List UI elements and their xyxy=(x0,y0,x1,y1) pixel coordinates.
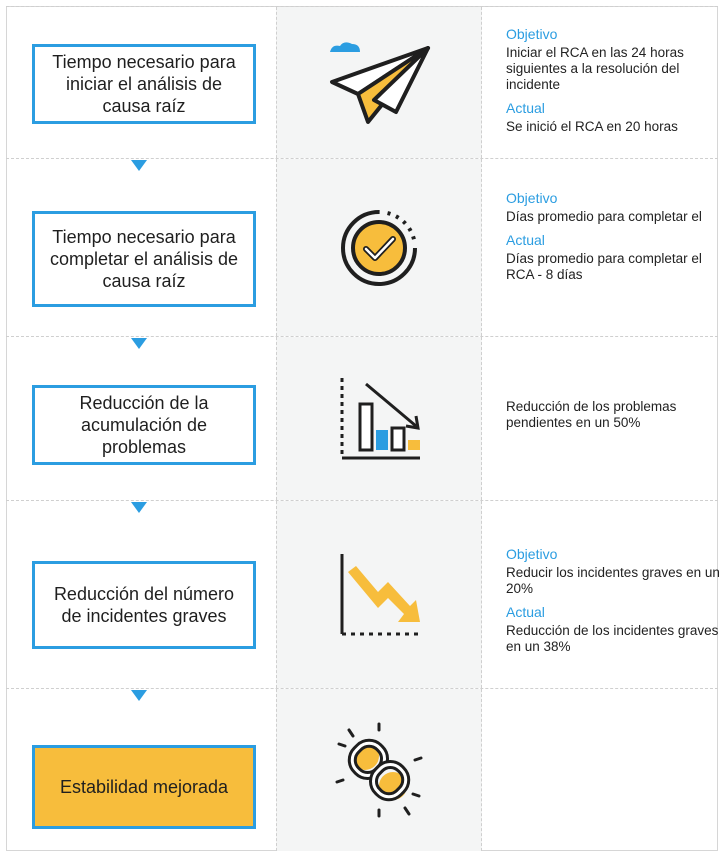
icon-cell xyxy=(276,501,482,688)
details-backlog-reduction xyxy=(506,399,721,437)
stage-label: Tiempo necesario para iniciar el análisis de causa raíz xyxy=(52,52,236,116)
actual-text: Reducción de los incidentes graves en un 38% xyxy=(506,623,719,654)
down-trend-arrow-icon xyxy=(334,550,424,640)
stage-box-major-incidents xyxy=(32,561,256,649)
actual-heading: Actual xyxy=(506,232,545,248)
stage-box-backlog-reduction xyxy=(32,385,256,465)
stage-box-rca-start xyxy=(32,44,256,124)
actual-text: Se inició el RCA en 20 horas xyxy=(506,119,678,134)
chain-link-icon xyxy=(329,720,429,820)
stage-box-stability xyxy=(32,745,256,829)
details-rca-start xyxy=(506,25,721,141)
stage-label: Reducción de la acumulación de problemas xyxy=(79,393,209,457)
row-rca-start xyxy=(6,6,718,158)
row-major-incidents xyxy=(6,500,718,688)
bar-chart-decline-icon xyxy=(334,374,424,464)
stage-label: Estabilidad mejorada xyxy=(59,777,229,797)
actual-heading: Actual xyxy=(506,604,545,620)
row-rca-complete xyxy=(6,158,718,336)
icon-cell xyxy=(276,159,482,336)
objective-heading: Objetivo xyxy=(506,190,558,206)
row-stability xyxy=(6,688,718,851)
objective-text: Reducir los incidentes graves en un 20% xyxy=(506,565,720,596)
details-major-incidents xyxy=(506,545,721,661)
checkmark-circle-icon xyxy=(334,203,424,293)
stage-label: Reducción del número de incidentes graves xyxy=(53,584,235,626)
result-text: Reducción de los problemas pendientes en un 50% xyxy=(506,399,677,430)
stage-box-rca-complete xyxy=(32,211,256,307)
paper-plane-icon xyxy=(324,38,434,128)
actual-text: Días promedio para completar el RCA - 8 días xyxy=(506,251,702,282)
objective-text: Días promedio para completar el xyxy=(506,209,702,224)
details-rca-complete xyxy=(506,189,721,289)
objective-text: Iniciar el RCA en las 24 horas siguientes a la resolución del incidente xyxy=(506,45,684,92)
icon-cell xyxy=(276,7,482,158)
icon-cell xyxy=(276,337,482,500)
icon-cell xyxy=(276,689,482,851)
objective-heading: Objetivo xyxy=(506,546,558,562)
stage-label: Tiempo necesario para completar el análisis de causa raíz xyxy=(49,227,239,291)
actual-heading: Actual xyxy=(506,100,545,116)
row-backlog-reduction xyxy=(6,336,718,500)
objective-heading: Objetivo xyxy=(506,26,558,42)
